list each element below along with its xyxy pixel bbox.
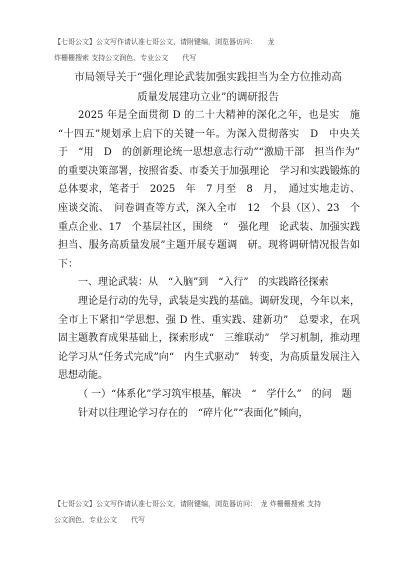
header-watermark-line-2: 炸栅栅搜索 支持公文润色、专业公文 代写 xyxy=(54,54,197,62)
footer-watermark-line-2: 公文润色、专业公文 代写 xyxy=(54,516,145,524)
section-heading-1: 一、理论武装：从 “入脑”到 “入行” 的实践路径探索 xyxy=(78,277,329,289)
subsection-heading-1: （ 一）“体系化”学习筑牢根基，解决 “ 学什么” 的问 题 xyxy=(78,388,352,400)
document-body xyxy=(58,107,370,423)
document-title-line-2: 质量发展建功立业”的调研报告 xyxy=(137,91,279,103)
subsection-1-paragraph: 针对以往理论学习存在的 “碎片化”“表面化”倾向， xyxy=(78,407,309,419)
header-watermark xyxy=(54,34,374,66)
footer-watermark xyxy=(54,496,374,528)
header-watermark-line-1: 【七哥公文】公文写作请认准七哥公文，请附键编，浏览器访问： 龙 xyxy=(54,38,275,46)
intro-paragraph: 2025 年是全面贯彻 D 的二十大精神的深化之年，也是实 施 “十四五”规划承上启下的关键一年。为深入贯彻落实 D 中央关于 “用 D 的创新理论统一思想意志行动”“激励干部 担当作为” 的重要决策部署，按照省委、市委关于加强理论 学习和实践锻炼的总体要求，笔者于 2025 年 7 月至 8 月， 通过实地走访、座谈交流、 问卷调查等方式，深入全市 12 个县（区）、23 个重点企业、17 个基层社区，围绕 “ 强化理 论武装、加强实践担当、服务高质量发展”主题开展专题调 研。现将调研情况报告如下： xyxy=(58,110,370,270)
document-title-line-1: 市局领导关于“强化理论武装加强实践担当为全方位推动高 xyxy=(74,71,342,83)
section-1-paragraph: 理论是行动的先导，武装是实践的基础。调研发现，今年以来，全市上下紧扣“学思想、强 D 性、重实践、建新功” 总要求，在巩固主题教育成果基础上，探索形成“ 三维联动” 学习机制，推动理论学习从“任务式完成”向“ 内生式驱动” 转变，为高质量发展注入思想动能。 xyxy=(58,295,360,382)
document-title xyxy=(58,67,358,107)
footer-watermark-line-1: 【七哥公文】公文写作请认准七哥公文，请附键编，浏览器访问： 龙 炸栅栅搜索 支持 xyxy=(54,500,321,508)
